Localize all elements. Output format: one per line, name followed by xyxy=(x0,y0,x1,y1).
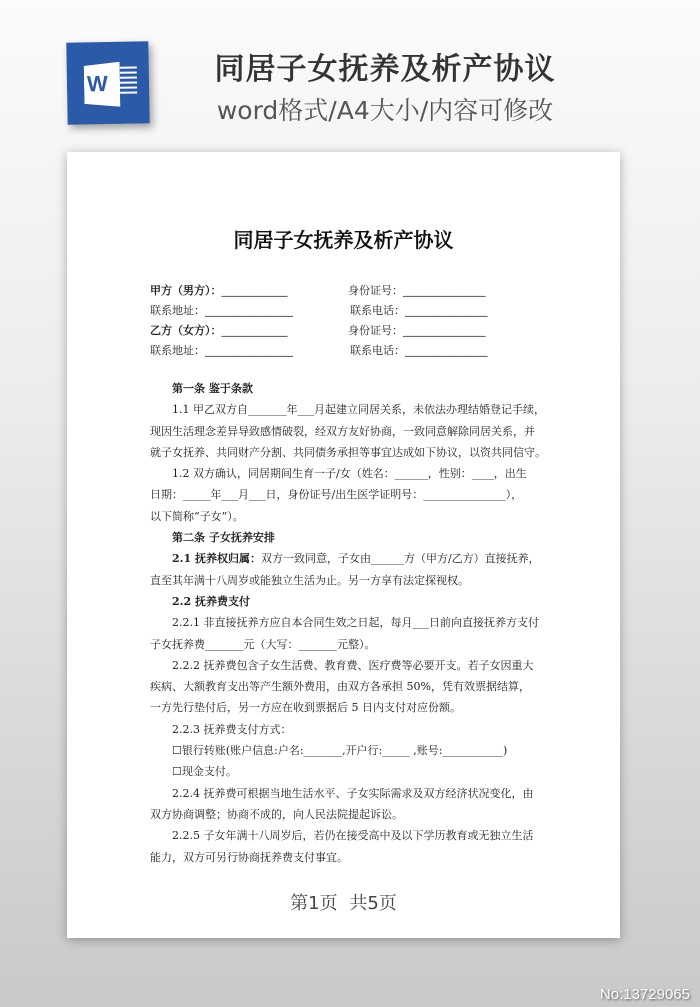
party-field-blank[interactable]: _______________ xyxy=(403,284,486,297)
party-field-label: 联系地址： xyxy=(150,344,205,357)
party-field xyxy=(150,322,288,338)
body-line xyxy=(150,399,580,420)
party-field-label: 身份证号： xyxy=(348,284,403,297)
line-text: 2.2.1 非直接抚养方应自本合同生效之日起，每月___日前向直接抚养方支付 xyxy=(172,616,539,630)
party-field-blank[interactable]: _______________ xyxy=(405,304,488,317)
party-field xyxy=(150,342,293,358)
body-line xyxy=(150,655,580,676)
body-line xyxy=(150,634,580,655)
section-heading xyxy=(150,527,580,548)
document-title: 同居子女抚养及析产协议 xyxy=(233,228,454,252)
party-field-blank[interactable]: ________________ xyxy=(205,304,293,317)
body-line xyxy=(150,506,580,527)
image-number: No:13729065 xyxy=(599,986,690,1003)
line-text: 现因生活理念差异导致感情破裂，经双方友好协商，一致同意解除同居关系，并 xyxy=(150,424,535,438)
body-line xyxy=(150,463,580,484)
party-field-blank[interactable]: ________________ xyxy=(205,344,293,357)
party-field-label: 联系电话： xyxy=(350,304,405,317)
line-text: 第二条 子女抚养安排 xyxy=(172,531,275,545)
line-text: 第一条 鉴于条款 xyxy=(172,382,253,395)
line-text: 2.2 抚养费支付 xyxy=(172,594,250,608)
section-heading xyxy=(150,591,580,612)
party-field-label: 甲方（男方）： xyxy=(150,284,222,297)
party-field-label: 联系电话： xyxy=(350,344,405,357)
body-line xyxy=(150,697,580,718)
party-field xyxy=(348,322,486,338)
body-line xyxy=(150,761,580,782)
party-field-blank[interactable]: ____________ xyxy=(221,284,288,297)
line-text: 双方协商调整；协商不成的，向人民法院提起诉讼。 xyxy=(150,807,403,821)
body-line xyxy=(150,442,580,463)
line-text: 以下简称“子女”）。 xyxy=(150,509,244,523)
body-line xyxy=(150,719,580,740)
body-line xyxy=(150,676,580,697)
party-field-label: 联系地址： xyxy=(150,304,205,317)
party-field xyxy=(150,302,293,318)
body-line xyxy=(150,570,580,591)
line-text: 就子女抚养、共同财产分割、共同债务承担等事宜达成如下协议，以资共同信守。 xyxy=(150,445,546,459)
party-field-blank[interactable]: _______________ xyxy=(403,324,486,337)
line-text: 日期：_____年___月___日，身份证号/出生医学证明号：_______________）， xyxy=(150,488,523,502)
party-field xyxy=(150,282,288,298)
header-subtitle: word格式/A4大小/内容可修改 xyxy=(216,96,554,125)
party-field xyxy=(350,302,488,318)
line-text: 疾病、大额教育支出等产生额外费用，由双方各承担 50%，凭有效票据结算， xyxy=(150,680,530,694)
line-text: ☐现金支付。 xyxy=(172,765,237,779)
page-indicator: 第1页 共5页 xyxy=(290,893,397,914)
line-text: 1.1 甲乙双方自_______年___月起建立同居关系，未依法办理结婚登记手续， xyxy=(172,403,545,417)
party-field-blank[interactable]: ____________ xyxy=(221,324,288,337)
party-field-label: 身份证号： xyxy=(348,324,403,337)
line-text: 1.2 双方确认，同居期间生育一子/女（姓名：______，性别：____，出生 xyxy=(172,467,527,481)
document-page xyxy=(67,152,620,938)
line-text: 2.2.3 抚养费支付方式： xyxy=(172,722,292,736)
line-text: 2.2.4 抚养费可根据当地生活水平、子女实际需求及双方经济状况变化，由 xyxy=(172,786,534,800)
body-line xyxy=(150,740,580,761)
clause-lead: 2.1 抚养权归属： xyxy=(172,552,261,566)
body-line xyxy=(150,548,580,569)
line-text: 2.2.2 抚养费包含子女生活费、教育费、医疗费等必要开支。若子女因重大 xyxy=(172,658,534,672)
body-line xyxy=(150,421,580,442)
line-text: 直至其年满十八周岁或能独立生活为止。另一方享有法定探视权。 xyxy=(150,573,469,587)
word-icon-letter: W xyxy=(86,71,108,97)
body-line xyxy=(150,612,580,633)
party-field xyxy=(348,282,486,298)
header-title: 同居子女抚养及析产协议 xyxy=(214,52,556,87)
body-line xyxy=(150,825,580,846)
document-body xyxy=(150,378,580,868)
section-heading xyxy=(150,378,580,399)
body-line xyxy=(150,484,580,505)
party-field-label: 乙方（女方）： xyxy=(150,324,222,337)
word-lines-icon xyxy=(120,66,138,96)
line-text: 一方先行垫付后，另一方应在收到票据后 5 日内支付对应份额。 xyxy=(150,701,461,715)
word-icon xyxy=(66,41,149,124)
line-text: ☐银行转账(账户信息:户名:_______,开户行:_____ ,账号:___________) xyxy=(172,744,508,758)
party-field xyxy=(350,342,488,358)
line-text: 能力，双方可另行协商抚养费支付事宜。 xyxy=(150,850,348,864)
party-field-blank[interactable]: _______________ xyxy=(405,344,488,357)
line-text: 子女抚养费_______元（大写：_______元整）。 xyxy=(150,637,376,651)
body-line xyxy=(150,804,580,825)
line-text: 2.2.5 子女年满十八周岁后，若仍在接受高中及以下学历教育或无独立生活 xyxy=(172,829,534,843)
body-line xyxy=(150,783,580,804)
line-text: 双方一致同意，子女由______方（甲方/乙方）直接抚养， xyxy=(260,552,540,566)
body-line xyxy=(150,847,580,868)
